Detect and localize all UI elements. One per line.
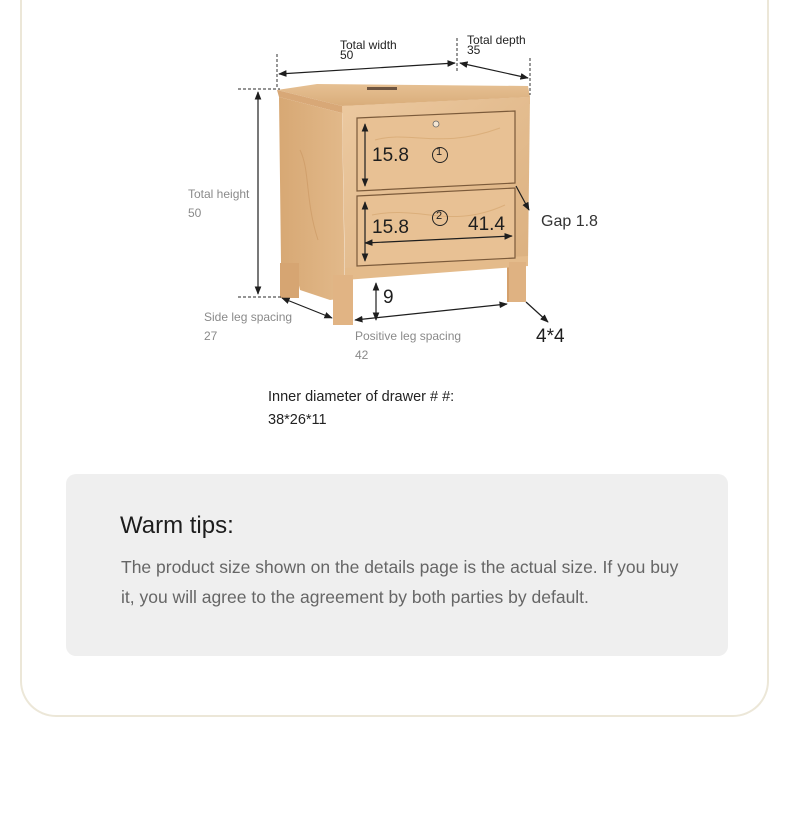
- drawer1-number: 1: [436, 146, 443, 158]
- inner-diameter-value: 38*26*11: [268, 412, 327, 428]
- total-width-value: 50: [340, 48, 354, 62]
- total-width-label: Total width: [340, 38, 397, 52]
- total-depth-label: Total depth: [467, 33, 526, 47]
- positive-leg-label: Positive leg spacing: [355, 329, 462, 343]
- warm-tips-title: Warm tips:: [120, 512, 234, 539]
- inner-diameter-label: Inner diameter of drawer # #:: [268, 389, 455, 405]
- drawer2-number: 2: [436, 210, 443, 222]
- total-depth-value: 35: [467, 43, 481, 57]
- drawer2-height-label: 15.8: [372, 217, 409, 238]
- leg-size-label: 4*4: [536, 326, 565, 347]
- leg-height-label: 9: [383, 287, 394, 308]
- positive-leg-value: 42: [355, 348, 369, 362]
- drawer1-height-label: 15.8: [372, 145, 409, 166]
- total-height-value: 50: [188, 206, 202, 220]
- total-height-label: Total height: [188, 187, 250, 201]
- inner-diameter-block: [268, 386, 454, 432]
- side-leg-label: Side leg spacing: [204, 310, 293, 324]
- gap-label: Gap 1.8: [541, 213, 598, 230]
- side-leg-value: 27: [204, 329, 218, 343]
- warm-tips-body: The product size shown on the details page is the actual size. If you buy it, you will agree to the agreement by both parties by default.: [121, 557, 679, 607]
- warm-tips-panel: [66, 474, 728, 656]
- drawer-width-label: 41.4: [468, 214, 505, 235]
- charging-slot: [367, 87, 397, 90]
- lock-icon: [433, 121, 439, 127]
- nightstand-illustration: [277, 84, 530, 325]
